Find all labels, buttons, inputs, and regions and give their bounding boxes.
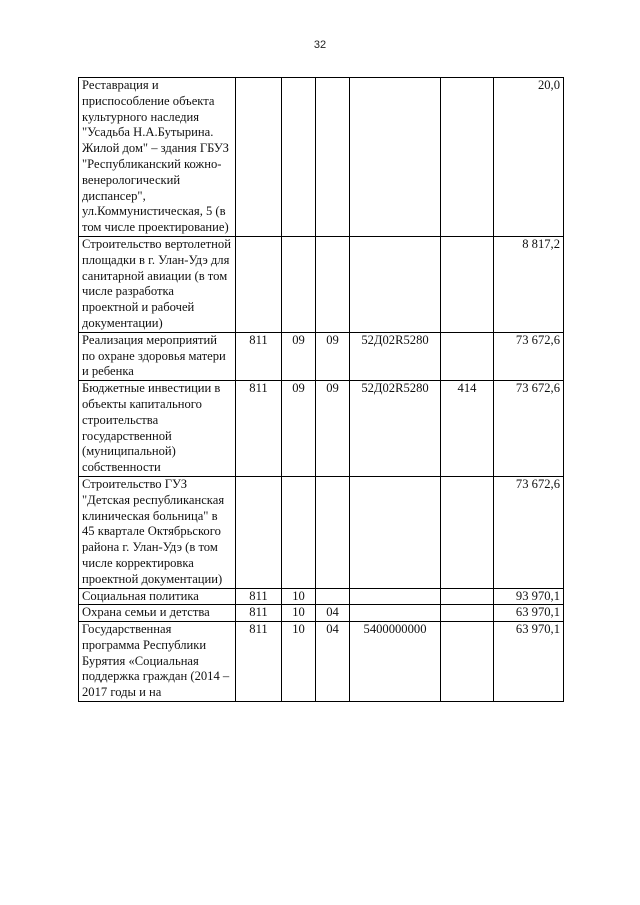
table-row	[79, 622, 564, 702]
subsection-code-cell: 04	[316, 605, 350, 622]
amount-cell: 8 817,2	[494, 236, 564, 332]
administrator-code-cell	[236, 78, 282, 237]
subsection-code-cell: 09	[316, 381, 350, 477]
subsection-code-cell: 04	[316, 622, 350, 702]
expense-name-cell: Государственная программа Республики Бурятия «Социальная поддержка граждан (2014 – 2017 годы и на	[79, 622, 236, 702]
amount-cell: 73 672,6	[494, 381, 564, 477]
subsection-code-cell	[316, 236, 350, 332]
section-code-cell	[282, 236, 316, 332]
expense-name-cell: Реализация мероприятий по охране здоровья матери и ребенка	[79, 332, 236, 380]
administrator-code-cell: 811	[236, 605, 282, 622]
administrator-code-cell: 811	[236, 332, 282, 380]
expense-type-code-cell: 414	[441, 381, 494, 477]
expense-type-code-cell	[441, 588, 494, 605]
table-row	[79, 476, 564, 588]
target-item-code-cell: 52Д02R5280	[350, 332, 441, 380]
table-row	[79, 332, 564, 380]
budget-table-body	[79, 78, 564, 702]
section-code-cell	[282, 78, 316, 237]
target-item-code-cell: 5400000000	[350, 622, 441, 702]
amount-cell: 73 672,6	[494, 476, 564, 588]
subsection-code-cell	[316, 78, 350, 237]
section-code-cell	[282, 476, 316, 588]
amount-cell: 20,0	[494, 78, 564, 237]
subsection-code-cell	[316, 476, 350, 588]
expense-type-code-cell	[441, 622, 494, 702]
expense-name-cell: Строительство вертолетной площадки в г. Улан-Удэ для санитарной авиации (в том числе разработка проектной и рабочей документации)	[79, 236, 236, 332]
target-item-code-cell	[350, 476, 441, 588]
expense-name-cell: Реставрация и приспособление объекта культурного наследия "Усадьба Н.А.Бутырина. Жилой дом" – здания ГБУЗ "Республиканский кожно-венерологический диспансер", ул.Коммунистическая, 5 (в том числе проектирование)	[79, 78, 236, 237]
subsection-code-cell	[316, 588, 350, 605]
administrator-code-cell	[236, 476, 282, 588]
amount-cell: 73 672,6	[494, 332, 564, 380]
amount-cell: 63 970,1	[494, 622, 564, 702]
administrator-code-cell: 811	[236, 588, 282, 605]
expense-name-cell: Социальная политика	[79, 588, 236, 605]
expense-type-code-cell	[441, 605, 494, 622]
amount-cell: 93 970,1	[494, 588, 564, 605]
section-code-cell: 10	[282, 605, 316, 622]
expense-type-code-cell	[441, 236, 494, 332]
section-code-cell: 09	[282, 332, 316, 380]
target-item-code-cell	[350, 588, 441, 605]
section-code-cell: 10	[282, 588, 316, 605]
target-item-code-cell	[350, 78, 441, 237]
subsection-code-cell: 09	[316, 332, 350, 380]
section-code-cell: 10	[282, 622, 316, 702]
table-row	[79, 236, 564, 332]
target-item-code-cell: 52Д02R5280	[350, 381, 441, 477]
table-row	[79, 588, 564, 605]
table-row	[79, 381, 564, 477]
administrator-code-cell: 811	[236, 381, 282, 477]
expense-name-cell: Строительство ГУЗ "Детская республиканская клиническая больница" в 45 квартале Октябрьского района г. Улан-Удэ (в том числе корректировка проектной документации)	[79, 476, 236, 588]
table-row	[79, 78, 564, 237]
expense-type-code-cell	[441, 332, 494, 380]
expense-type-code-cell	[441, 476, 494, 588]
page-number: 32	[313, 39, 327, 51]
expense-name-cell: Бюджетные инвестиции в объекты капитального строительства государственной (муниципальной) собственности	[79, 381, 236, 477]
table-row	[79, 605, 564, 622]
expense-type-code-cell	[441, 78, 494, 237]
budget-table	[78, 77, 564, 702]
target-item-code-cell	[350, 605, 441, 622]
section-code-cell: 09	[282, 381, 316, 477]
expense-name-cell: Охрана семьи и детства	[79, 605, 236, 622]
administrator-code-cell: 811	[236, 622, 282, 702]
amount-cell: 63 970,1	[494, 605, 564, 622]
target-item-code-cell	[350, 236, 441, 332]
administrator-code-cell	[236, 236, 282, 332]
